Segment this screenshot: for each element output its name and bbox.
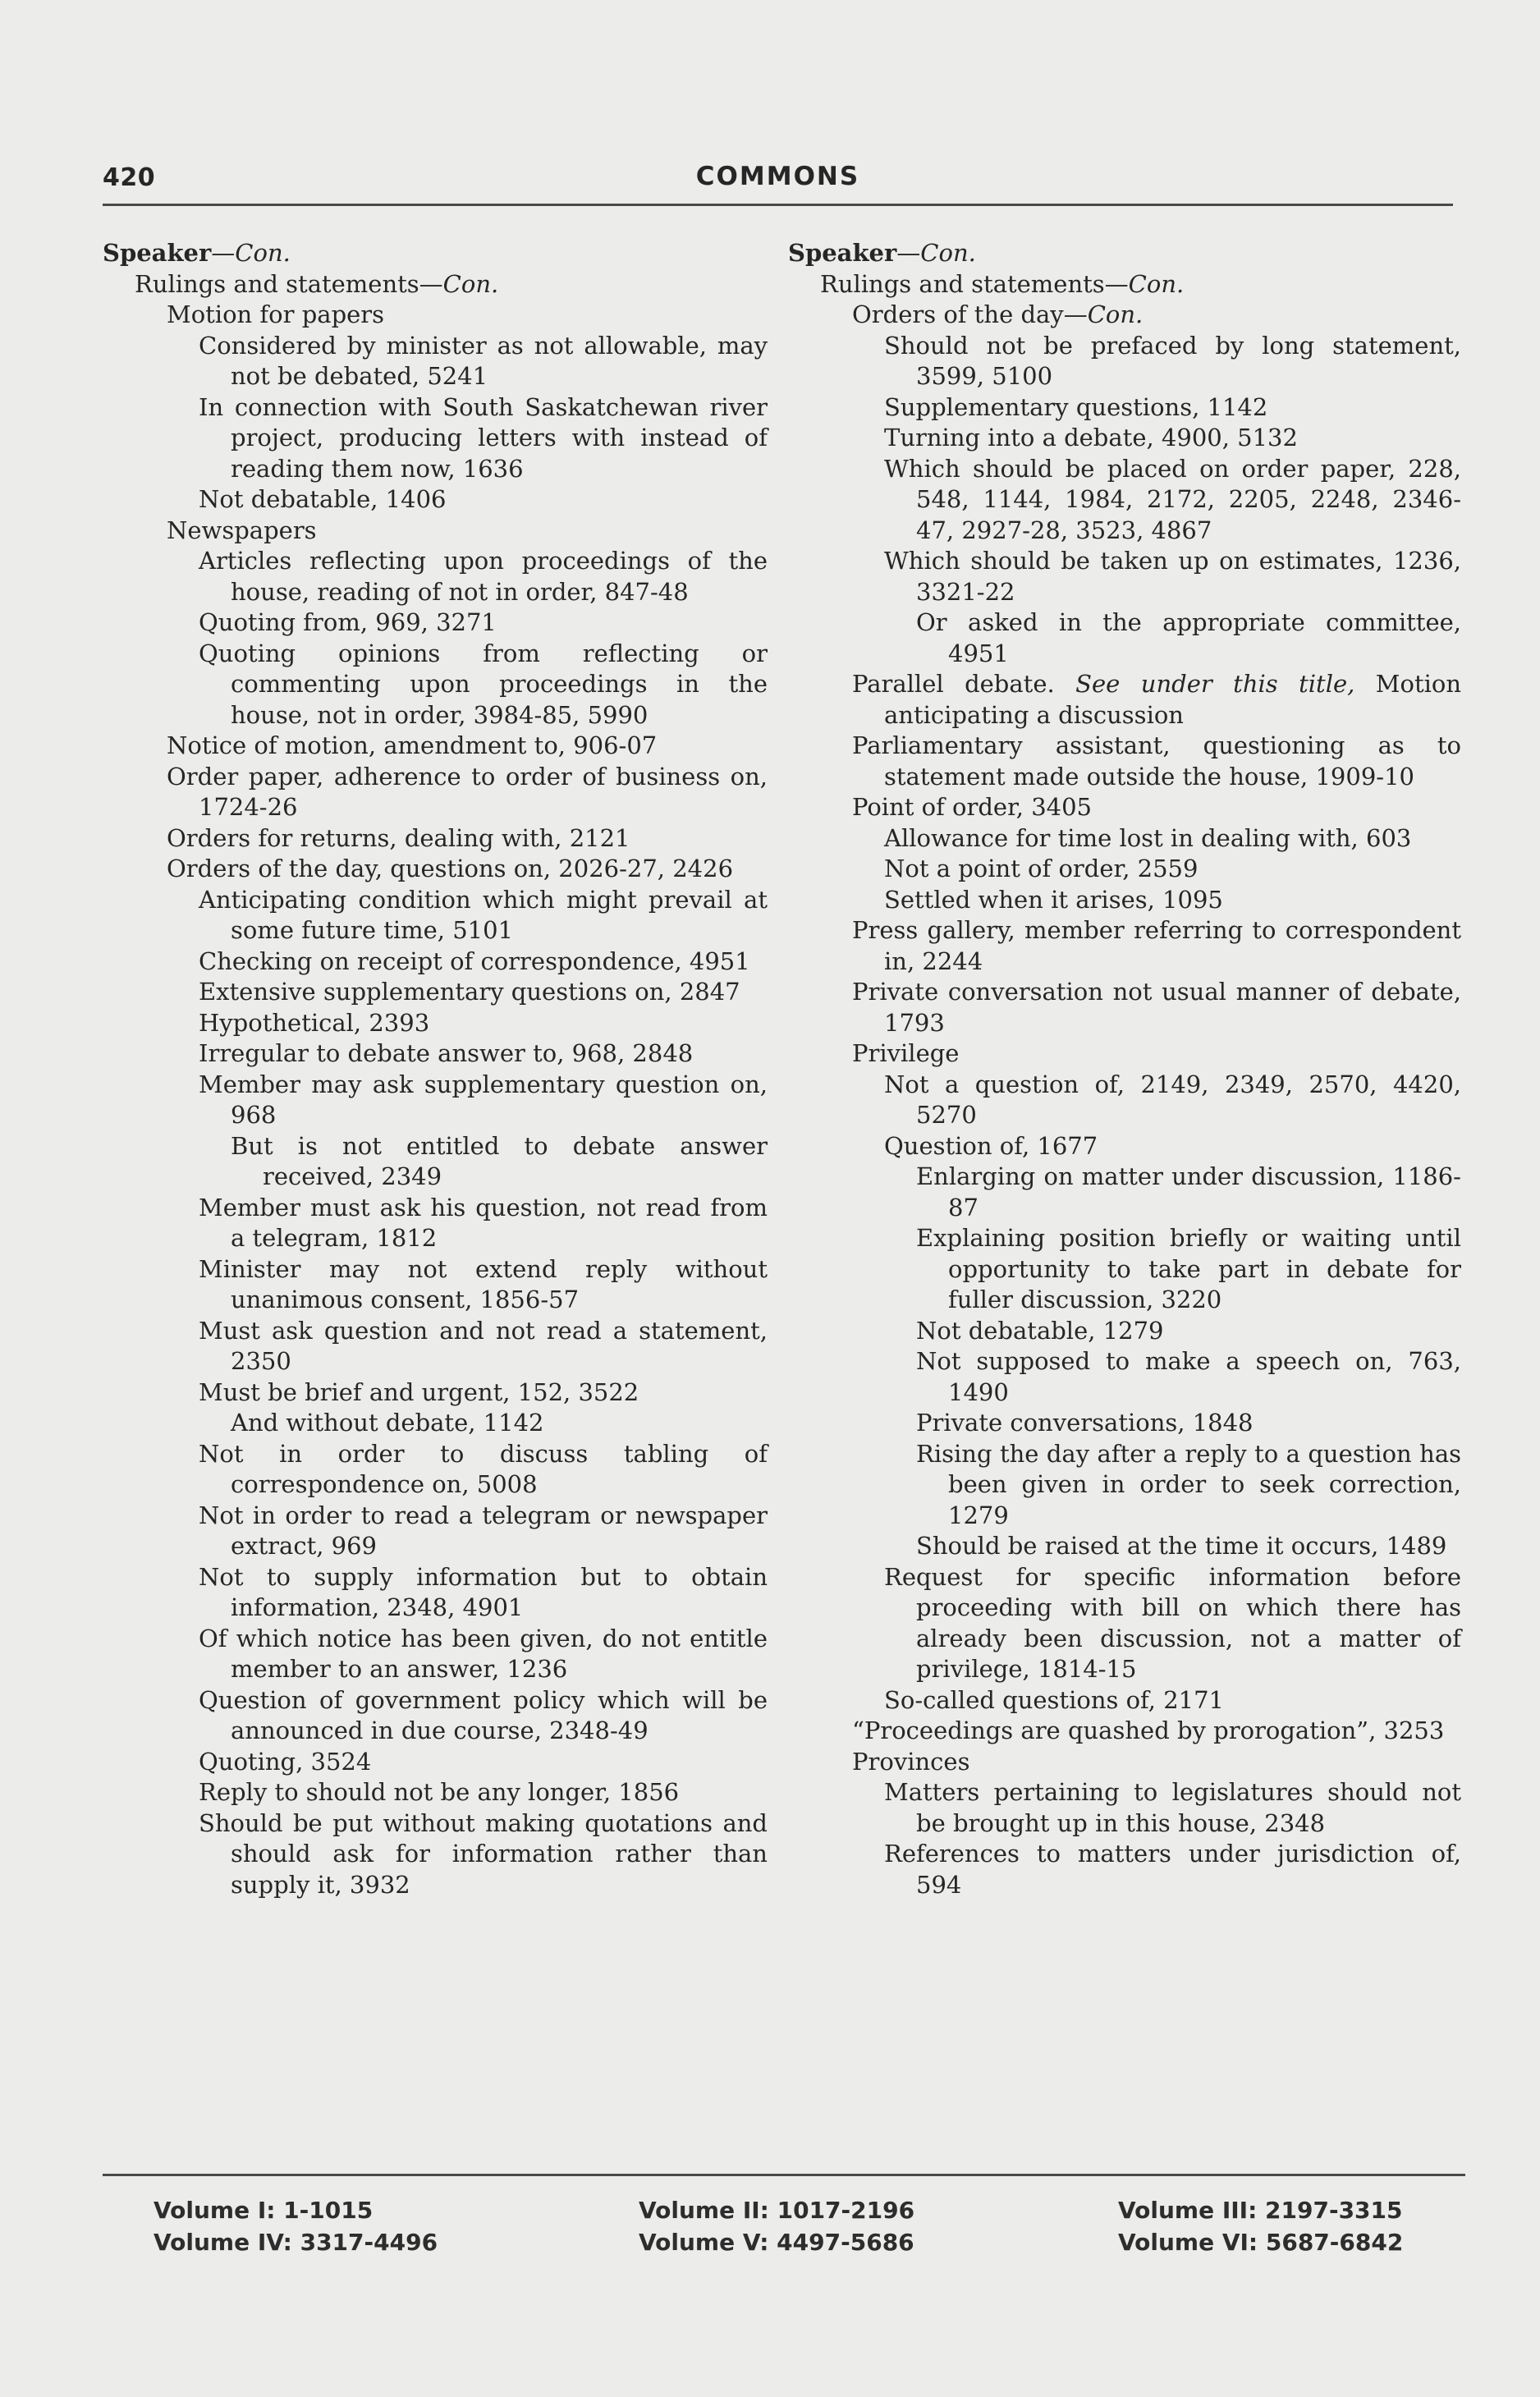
entry-text: Enlarging on matter under discussion, 1186-87: [916, 1162, 1461, 1221]
entry-text: Private conversations, 1848: [916, 1409, 1254, 1437]
entry-text: Should be raised at the time it occurs, 1489: [916, 1532, 1447, 1560]
index-entry: [103, 1408, 768, 1439]
index-entry: [103, 1193, 768, 1254]
continued-marker: Con.: [1087, 300, 1144, 328]
continued-dash: —: [896, 239, 921, 267]
volume-key-column: [1118, 2194, 1403, 2258]
index-entry: [103, 546, 768, 607]
entry-text: Provinces: [852, 1747, 970, 1776]
index-entry: [103, 1377, 768, 1409]
entry-text: Not in order to discuss tabling of correspondence on, 5008: [199, 1439, 768, 1498]
index-entry: [788, 792, 1461, 823]
index-entry: [103, 1777, 768, 1808]
entry-text: Not to supply information but to obtain information, 2348, 4901: [199, 1562, 768, 1621]
volume-key-column: [154, 2194, 438, 2258]
index-entry: [103, 1316, 768, 1377]
continued-marker: Con.: [1128, 269, 1185, 298]
index-entry: [788, 1223, 1461, 1316]
entry-text: Articles reflecting upon proceedings of the house, reading of not in order, 847-48: [199, 547, 768, 606]
index-entry: [103, 639, 768, 731]
index-entry: [103, 484, 768, 516]
index-entry: [103, 1008, 768, 1039]
entry-text: Turning into a debate, 4900, 5132: [884, 424, 1298, 451]
index-entry: [103, 1501, 768, 1562]
index-entry: [788, 423, 1461, 454]
entry-text: Matters pertaining to legislatures should not be brought up in this house, 2348: [884, 1778, 1461, 1837]
index-entry: [103, 1439, 768, 1501]
index-column-right: [788, 238, 1461, 1900]
index-entry: [788, 454, 1461, 547]
entry-text: Which should be taken up on estimates, 1236, 3321-22: [884, 547, 1461, 606]
index-entry: [788, 1716, 1461, 1747]
entry-text: Quoting from, 969, 3271: [199, 608, 497, 636]
index-entry: [788, 977, 1461, 1038]
entry-text: Must be brief and urgent, 152, 3522: [199, 1377, 639, 1406]
running-title: COMMONS: [695, 162, 860, 191]
volume-range: Volume III: 2197-3315: [1118, 2197, 1403, 2224]
cross-reference: See under this title,: [1075, 670, 1355, 698]
index-entry: [788, 1316, 1461, 1347]
entry-text: Question of government policy which will be announced in due course, 2348-49: [199, 1685, 768, 1744]
index-entry: [788, 1747, 1461, 1778]
index-entry: [788, 1070, 1461, 1131]
entry-text: Which should be placed on order paper, 228, 548, 1144, 1984, 2172, 2205, 2248, 2346-47, 2927-28, 3523, 4867: [884, 454, 1461, 544]
page-header: [103, 160, 1453, 201]
entry-text: In connection with South Saskatchewan river project, producing letters with instead of reading them now, 1636: [199, 392, 768, 483]
entry-text: Not debatable, 1279: [916, 1316, 1164, 1345]
entry-text: Should be put without making quotations and should ask for information rather than supply it, 3932: [199, 1808, 768, 1899]
entry-text: And without debate, 1142: [231, 1409, 544, 1437]
entry-text: Supplementary questions, 1142: [884, 392, 1268, 421]
index-entry: [788, 854, 1461, 885]
index-entry: [103, 300, 768, 331]
entry-text: Not a question of, 2149, 2349, 2570, 4420, 5270: [884, 1070, 1461, 1129]
index-entry: [103, 731, 768, 762]
entry-text: Question of, 1677: [884, 1131, 1098, 1160]
index-entry: [788, 823, 1461, 855]
index-entry: [788, 669, 1461, 731]
index-entry: [788, 331, 1461, 392]
continued-dash: —: [1104, 269, 1129, 298]
entry-text: Of which notice has been given, do not entitle member to an answer, 1236: [199, 1624, 768, 1683]
volume-key-column: [639, 2194, 914, 2258]
entry-text: Not debatable, 1406: [199, 485, 447, 513]
index-entry: [788, 1531, 1461, 1562]
entry-text: Rulings and statements: [135, 269, 419, 298]
entry-text: Rulings and statements: [820, 269, 1105, 298]
index-entry: [788, 546, 1461, 607]
index-entry: [103, 331, 768, 392]
volume-range: Volume VI: 5687-6842: [1118, 2229, 1404, 2256]
entry-text: Parliamentary assistant, questioning as to statement made outside the house, 1909-10: [852, 731, 1461, 791]
index-entry: [103, 885, 768, 946]
index-entry: [788, 1777, 1461, 1839]
index-entry: [788, 1685, 1461, 1716]
index-entry: [103, 1562, 768, 1624]
continued-dash: —: [419, 269, 443, 298]
entry-text: Hypothetical, 2393: [199, 1008, 430, 1037]
index-entry: [103, 392, 768, 485]
entry-text: But is not entitled to debate answer received, 2349: [231, 1131, 768, 1190]
index-entry: [788, 269, 1461, 300]
entry-text: Irregular to debate answer to, 968, 2848: [199, 1039, 694, 1067]
continued-marker: Con.: [920, 239, 976, 267]
index-entry: [788, 300, 1461, 331]
entry-text: Orders for returns, dealing with, 2121: [167, 823, 630, 852]
entry-text: Notice of motion, amendment to, 906-07: [167, 731, 658, 759]
entry-text: Order paper, adherence to order of business on, 1724-26: [167, 762, 768, 821]
entry-text: Orders of the day: [852, 300, 1064, 328]
entry-text: References to matters under jurisdiction of, 594: [884, 1840, 1461, 1899]
index-entry: [788, 1562, 1461, 1685]
entry-text: So-called questions of, 2171: [884, 1685, 1225, 1714]
index-entry: [788, 1038, 1461, 1070]
entry-text: Anticipating condition which might prevail at some future time, 5101: [199, 885, 768, 944]
index-entry: [103, 823, 768, 855]
index-entry: [103, 607, 768, 639]
index-entry: [788, 885, 1461, 916]
index-entry: [103, 977, 768, 1008]
entry-text: Private conversation not usual manner of debate, 1793: [852, 978, 1461, 1037]
index-entry: [788, 1162, 1461, 1223]
entry-text: Member may ask supplementary question on, 968: [199, 1070, 768, 1129]
cross-reference-target: Motion anticipating a discussion: [884, 670, 1462, 729]
entry-text: Quoting opinions from reflecting or commenting upon proceedings in the house, not in order, 3984-85, 5990: [199, 639, 768, 729]
entry-text: Not supposed to make a speech on, 763, 1490: [916, 1347, 1461, 1406]
entry-text: Motion for papers: [167, 300, 385, 328]
entry-text: Must ask question and not read a statement, 2350: [199, 1316, 768, 1375]
continued-marker: Con.: [235, 239, 291, 267]
entry-text: Explaining position briefly or waiting until opportunity to take part in debate for fuller discussion, 3220: [916, 1224, 1461, 1313]
index-heading: [788, 238, 1461, 269]
index-column-left: [103, 238, 768, 1900]
index-entry: [788, 1346, 1461, 1408]
continued-dash: —: [1063, 300, 1088, 328]
entry-text: Not a point of order, 2559: [884, 855, 1199, 882]
entry-text: Reply to should not be any longer, 1856: [199, 1778, 680, 1806]
entry-text: Member must ask his question, not read from a telegram, 1812: [199, 1193, 768, 1252]
index-entry: [788, 392, 1461, 424]
continued-dash: —: [211, 239, 236, 267]
entry-text: Quoting, 3524: [199, 1747, 372, 1776]
index-entry: [103, 269, 768, 300]
entry-text: Allowance for time lost in dealing with, 603: [884, 823, 1412, 852]
index-entry: [103, 762, 768, 823]
page-number: 420: [103, 163, 156, 192]
entry-text: Extensive supplementary questions on, 2847: [199, 978, 740, 1006]
header-rule: [103, 204, 1453, 206]
volume-key-footer: [0, 2194, 1540, 2268]
entry-text: Not in order to read a telegram or newspaper extract, 969: [199, 1501, 768, 1560]
index-entry: [103, 1747, 768, 1778]
index-entry: [103, 1070, 768, 1131]
entry-text: Should not be prefaced by long statement, 3599, 5100: [884, 331, 1461, 390]
entry-text: Orders of the day, questions on, 2026-27, 2426: [167, 855, 734, 882]
entry-text: “Proceedings are quashed by prorogation”, 3253: [852, 1716, 1445, 1744]
index-entry: [103, 1624, 768, 1685]
index-entry: [788, 1131, 1461, 1162]
index-entry: [788, 607, 1461, 669]
entry-text: Rising the day after a reply to a question has been given in order to seek correction, 1279: [916, 1439, 1461, 1529]
index-entry: [103, 854, 768, 885]
entry-text: Point of order, 3405: [852, 793, 1092, 821]
index-entry: [103, 1131, 768, 1193]
index-entry: [103, 1038, 768, 1070]
index-entry: [788, 731, 1461, 792]
entry-text: Settled when it arises, 1095: [884, 885, 1223, 914]
entry-text: Privilege: [852, 1039, 960, 1067]
index-heading: [103, 238, 768, 269]
entry-text: Request for specific information before proceeding with bill on which there has already been discussion, not a matter of privilege, 1814-15: [884, 1562, 1461, 1683]
entry-text: Press gallery, member referring to correspondent in, 2244: [852, 916, 1461, 975]
continued-marker: Con.: [442, 269, 499, 298]
index-entry: [103, 1808, 768, 1901]
volume-range: Volume V: 4497-5686: [639, 2229, 914, 2256]
entry-text: Newspapers: [167, 516, 317, 544]
index-entry: [788, 1439, 1461, 1532]
heading-term: Speaker: [103, 239, 212, 267]
volume-range: Volume I: 1-1015: [154, 2197, 374, 2224]
index-entry: [103, 946, 768, 978]
footer-rule: [103, 2174, 1465, 2176]
index-entry: [103, 516, 768, 547]
index-entry: [788, 915, 1461, 977]
index-entry: [788, 1408, 1461, 1439]
volume-range: Volume IV: 3317-4496: [154, 2229, 438, 2256]
index-entry: [103, 1685, 768, 1747]
index-entry: [788, 1839, 1461, 1900]
entry-text: Or asked in the appropriate committee, 4951: [916, 608, 1461, 667]
entry-text: Minister may not extend reply without unanimous consent, 1856-57: [199, 1254, 768, 1313]
volume-range: Volume II: 1017-2196: [639, 2197, 915, 2224]
entry-text: Considered by minister as not allowable, may not be debated, 5241: [199, 331, 768, 390]
index-entry: [103, 1254, 768, 1316]
heading-term: Speaker: [788, 239, 897, 267]
entry-text: Checking on receipt of correspondence, 4951: [199, 946, 750, 975]
entry-text: Parallel debate.: [852, 670, 1055, 698]
